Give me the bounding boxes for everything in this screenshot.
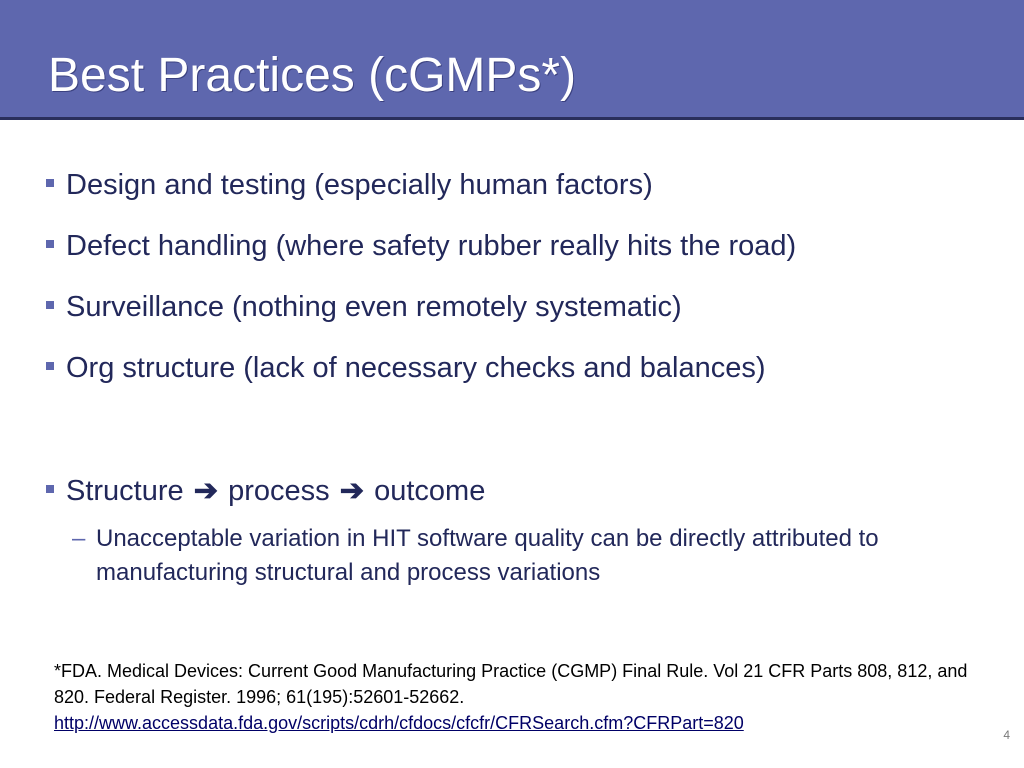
sub-bullet-text: Unacceptable variation in HIT software quality can be directly attributed to manufacturing structural and process variations bbox=[96, 525, 879, 586]
page-number: 4 bbox=[1003, 728, 1010, 742]
bullet-text: Surveillance (nothing even remotely systematic) bbox=[66, 291, 682, 323]
bullet-text: Defect handling (where safety rubber really hits the road) bbox=[66, 230, 797, 262]
footnote bbox=[54, 658, 974, 736]
square-bullet-icon bbox=[46, 362, 54, 370]
title-divider bbox=[0, 117, 1024, 120]
square-bullet-icon bbox=[46, 301, 54, 309]
bullet-item bbox=[46, 168, 653, 203]
footnote-link[interactable]: http://www.accessdata.fda.gov/scripts/cdrh/cfdocs/cfcfr/CFRSearch.cfm?CFRPart=820 bbox=[54, 713, 744, 734]
right-arrow-icon: ➔ bbox=[339, 475, 365, 507]
bullet-item bbox=[46, 351, 766, 386]
flow-structure: Structure bbox=[66, 475, 184, 507]
square-bullet-icon bbox=[46, 240, 54, 248]
bullet-text: Design and testing (especially human factors) bbox=[66, 169, 653, 201]
right-arrow-icon: ➔ bbox=[193, 475, 219, 507]
square-bullet-icon bbox=[46, 179, 54, 187]
bullet-item-flow bbox=[46, 474, 485, 509]
square-bullet-icon bbox=[46, 485, 54, 493]
sub-bullet-item bbox=[72, 522, 952, 589]
slide-title: Best Practices (cGMPs*) bbox=[48, 49, 577, 102]
footnote-citation: *FDA. Medical Devices: Current Good Manufacturing Practice (CGMP) Final Rule. Vol 21 CFR Parts 808, 812, and 820. Federal Register. 1996; 61(195):52601-52662. bbox=[54, 661, 968, 708]
bullet-item bbox=[46, 290, 682, 325]
flow-outcome: outcome bbox=[374, 475, 486, 507]
flow-process: process bbox=[228, 475, 330, 507]
bullet-text: Org structure (lack of necessary checks and balances) bbox=[66, 352, 766, 384]
dash-bullet-icon: – bbox=[72, 525, 86, 552]
bullet-item bbox=[46, 229, 796, 264]
